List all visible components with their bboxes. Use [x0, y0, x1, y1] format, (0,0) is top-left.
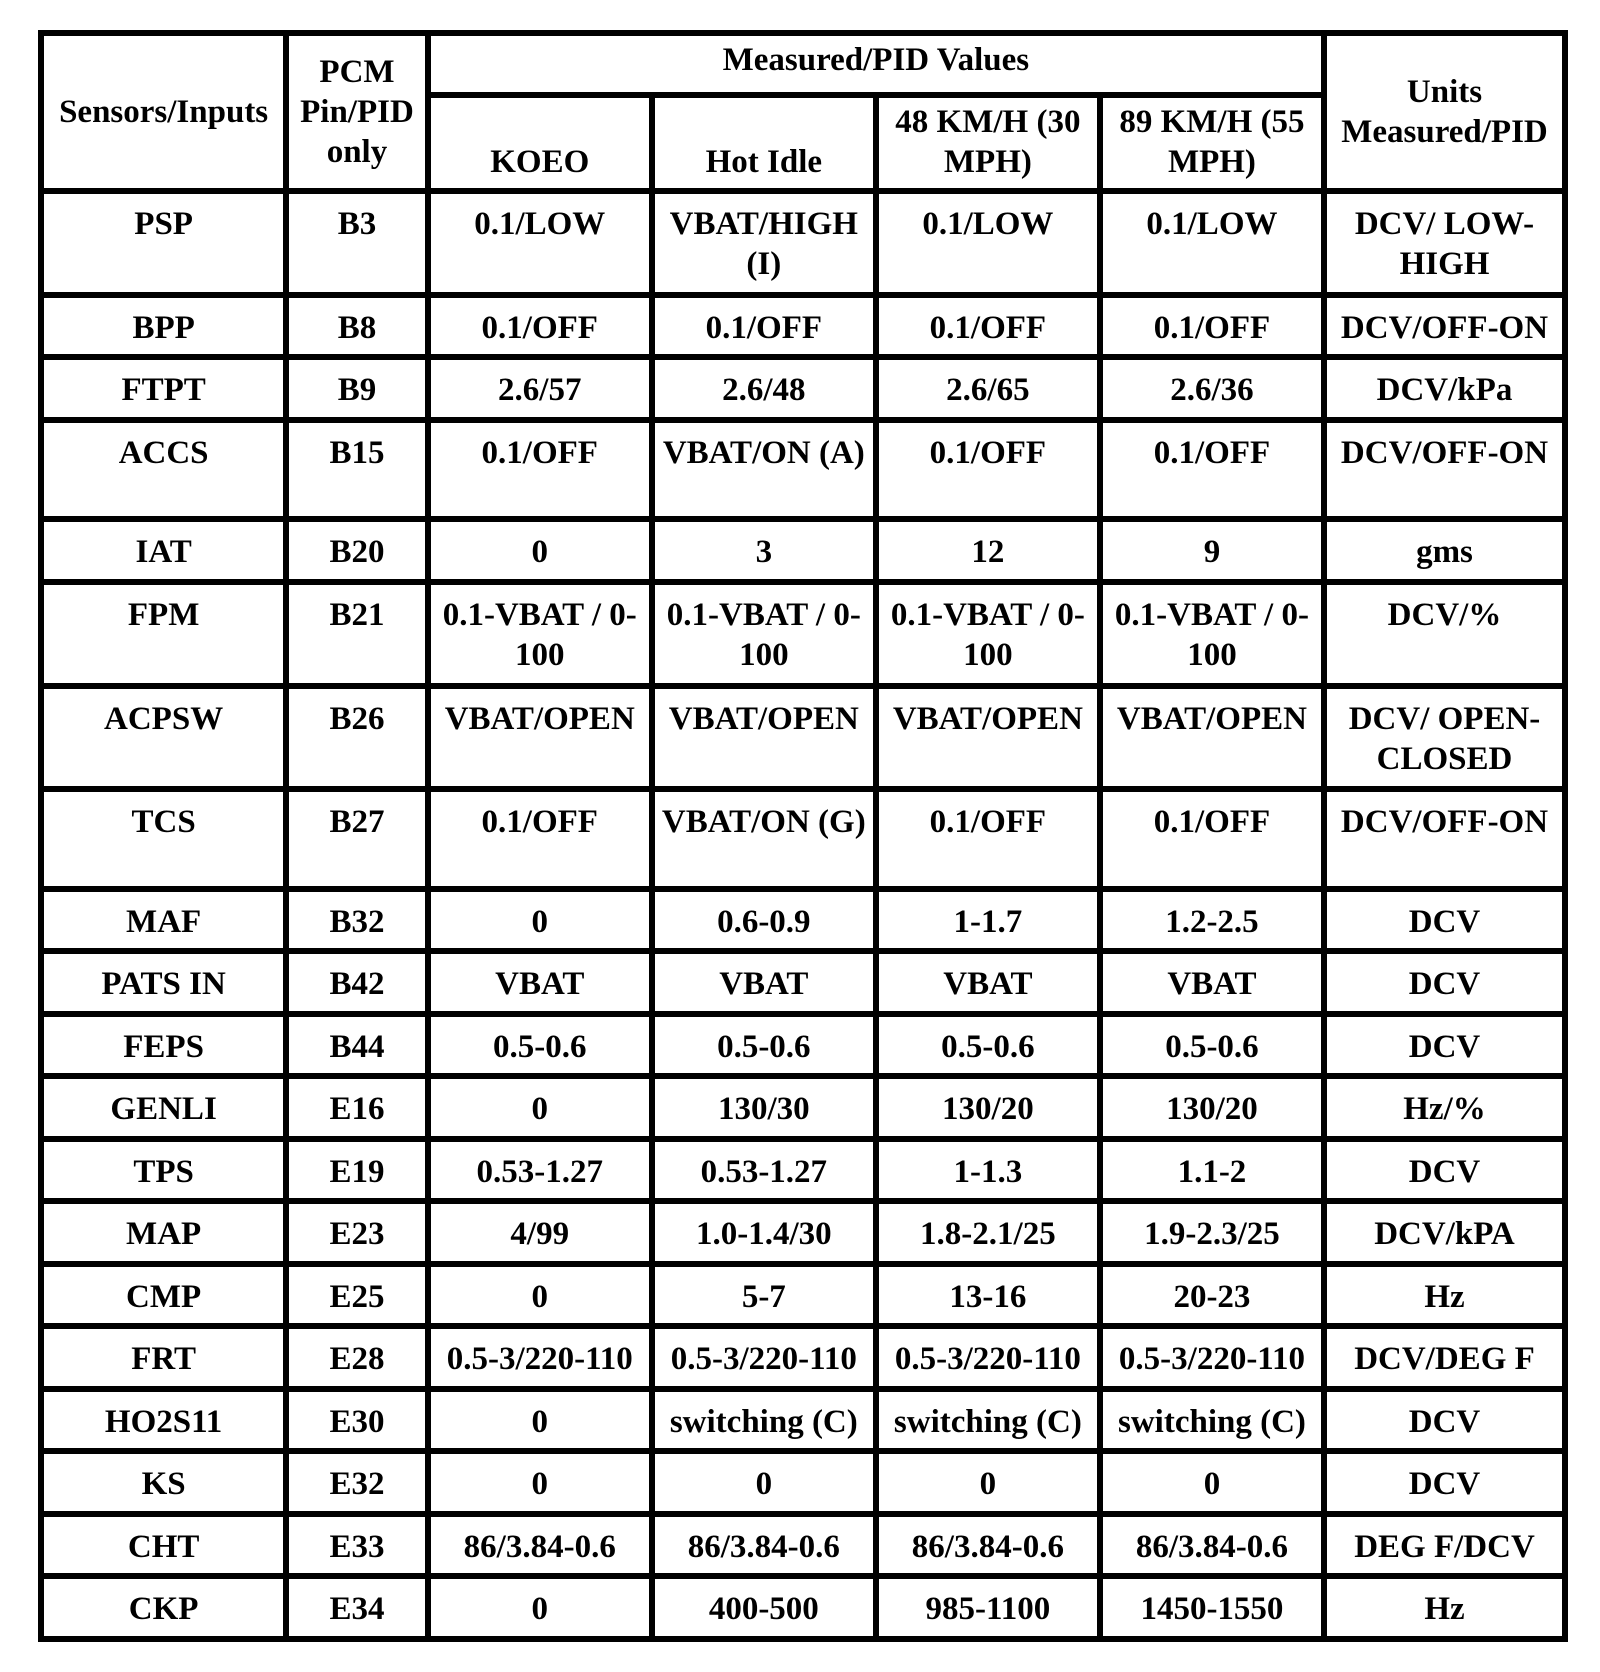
speed-48-cell: switching (C)	[879, 1392, 1097, 1449]
units-cell: DEG F/DCV	[1327, 1517, 1562, 1574]
sensor-cell: KS	[44, 1454, 283, 1511]
pin-cell: E16	[289, 1079, 424, 1136]
table-row	[44, 1204, 1562, 1261]
pin-cell: B21	[289, 585, 424, 683]
speed-89-cell: 20-23	[1103, 1267, 1321, 1324]
table-row	[44, 689, 1562, 787]
header-pin: PCM Pin/PID only	[289, 36, 424, 188]
sensor-cell: PSP	[44, 194, 283, 292]
sensor-cell: BPP	[44, 298, 283, 355]
koeo-cell: VBAT	[431, 954, 649, 1011]
speed-48-cell: 0.1-VBAT / 0-100	[879, 585, 1097, 683]
speed-89-cell: 130/20	[1103, 1079, 1321, 1136]
units-cell: DCV/OFF-ON	[1327, 792, 1562, 885]
units-cell: Hz/%	[1327, 1079, 1562, 1136]
speed-89-cell: VBAT	[1103, 954, 1321, 1011]
hot-idle-cell: 400-500	[655, 1579, 873, 1636]
hot-idle-cell: 0.53-1.27	[655, 1142, 873, 1199]
header-speed-48: 48 KM/H (30 MPH)	[879, 98, 1097, 188]
units-cell: DCV	[1327, 1454, 1562, 1511]
koeo-cell: 0.5-0.6	[431, 1017, 649, 1074]
units-cell: DCV/OFF-ON	[1327, 298, 1562, 355]
speed-89-cell: VBAT/OPEN	[1103, 689, 1321, 787]
pin-cell: B26	[289, 689, 424, 787]
header-units: Units Measured/PID	[1327, 36, 1562, 188]
header-sensors: Sensors/Inputs	[44, 36, 283, 188]
sensor-cell: GENLI	[44, 1079, 283, 1136]
pin-cell: B9	[289, 360, 424, 417]
koeo-cell: 0	[431, 522, 649, 579]
speed-89-cell: 0.1/OFF	[1103, 423, 1321, 516]
hot-idle-cell: 3	[655, 522, 873, 579]
speed-89-cell: 0.1/OFF	[1103, 792, 1321, 885]
koeo-cell: 0.1/OFF	[431, 423, 649, 516]
table-row	[44, 1579, 1562, 1636]
hot-idle-cell: 0.5-3/220-110	[655, 1329, 873, 1386]
sensor-cell: PATS IN	[44, 954, 283, 1011]
speed-48-cell: 13-16	[879, 1267, 1097, 1324]
table-row	[44, 1142, 1562, 1199]
koeo-cell: VBAT/OPEN	[431, 689, 649, 787]
speed-48-cell: 0.1/LOW	[879, 194, 1097, 292]
sensor-cell: ACCS	[44, 423, 283, 516]
header-koeo: KOEO	[431, 98, 649, 188]
units-cell: DCV/OFF-ON	[1327, 423, 1562, 516]
hot-idle-cell: VBAT/ON (A)	[655, 423, 873, 516]
table-row	[44, 892, 1562, 949]
units-cell: DCV/DEG F	[1327, 1329, 1562, 1386]
speed-89-cell: 9	[1103, 522, 1321, 579]
speed-48-cell: VBAT	[879, 954, 1097, 1011]
speed-48-cell: 130/20	[879, 1079, 1097, 1136]
units-cell: gms	[1327, 522, 1562, 579]
units-cell: DCV/ LOW-HIGH	[1327, 194, 1562, 292]
koeo-cell: 0.5-3/220-110	[431, 1329, 649, 1386]
koeo-cell: 0	[431, 1392, 649, 1449]
sensor-cell: MAF	[44, 892, 283, 949]
table-row	[44, 1267, 1562, 1324]
koeo-cell: 2.6/57	[431, 360, 649, 417]
speed-48-cell: 1-1.7	[879, 892, 1097, 949]
hot-idle-cell: VBAT/HIGH (I)	[655, 194, 873, 292]
table-row	[44, 298, 1562, 355]
speed-89-cell: 2.6/36	[1103, 360, 1321, 417]
speed-89-cell: 1.1-2	[1103, 1142, 1321, 1199]
units-cell: Hz	[1327, 1267, 1562, 1324]
pin-cell: B27	[289, 792, 424, 885]
koeo-cell: 0.1-VBAT / 0-100	[431, 585, 649, 683]
speed-89-cell: switching (C)	[1103, 1392, 1321, 1449]
speed-89-cell: 0.1/LOW	[1103, 194, 1321, 292]
sensor-cell: CMP	[44, 1267, 283, 1324]
hot-idle-cell: 2.6/48	[655, 360, 873, 417]
speed-48-cell: 0.5-3/220-110	[879, 1329, 1097, 1386]
units-cell: DCV	[1327, 954, 1562, 1011]
table-row	[44, 1392, 1562, 1449]
speed-48-cell: 0.1/OFF	[879, 423, 1097, 516]
speed-48-cell: 12	[879, 522, 1097, 579]
pin-cell: B3	[289, 194, 424, 292]
speed-48-cell: 0.1/OFF	[879, 298, 1097, 355]
hot-idle-cell: 130/30	[655, 1079, 873, 1136]
speed-48-cell: 1.8-2.1/25	[879, 1204, 1097, 1261]
hot-idle-cell: switching (C)	[655, 1392, 873, 1449]
sensor-cell: MAP	[44, 1204, 283, 1261]
speed-89-cell: 0.5-0.6	[1103, 1017, 1321, 1074]
speed-89-cell: 1.2-2.5	[1103, 892, 1321, 949]
hot-idle-cell: 0.1-VBAT / 0-100	[655, 585, 873, 683]
pin-cell: E19	[289, 1142, 424, 1199]
speed-89-cell: 0.1-VBAT / 0-100	[1103, 585, 1321, 683]
speed-48-cell: 1-1.3	[879, 1142, 1097, 1199]
speed-89-cell: 0.5-3/220-110	[1103, 1329, 1321, 1386]
pin-cell: B44	[289, 1017, 424, 1074]
table-row	[44, 522, 1562, 579]
units-cell: DCV	[1327, 1017, 1562, 1074]
sensor-cell: IAT	[44, 522, 283, 579]
pin-cell: E32	[289, 1454, 424, 1511]
hot-idle-cell: 0.6-0.9	[655, 892, 873, 949]
hot-idle-cell: 0.1/OFF	[655, 298, 873, 355]
koeo-cell: 0	[431, 1579, 649, 1636]
pin-cell: B32	[289, 892, 424, 949]
speed-89-cell: 0.1/OFF	[1103, 298, 1321, 355]
koeo-cell: 86/3.84-0.6	[431, 1517, 649, 1574]
sensor-cell: FRT	[44, 1329, 283, 1386]
table-body	[44, 194, 1562, 1636]
table-row	[44, 954, 1562, 1011]
koeo-cell: 4/99	[431, 1204, 649, 1261]
values-table	[38, 30, 1568, 1642]
koeo-cell: 0	[431, 1267, 649, 1324]
pin-cell: B8	[289, 298, 424, 355]
sensor-cell: FEPS	[44, 1017, 283, 1074]
hot-idle-cell: 0	[655, 1454, 873, 1511]
speed-48-cell: 0.5-0.6	[879, 1017, 1097, 1074]
pin-cell: E25	[289, 1267, 424, 1324]
table-row	[44, 1454, 1562, 1511]
hot-idle-cell: 5-7	[655, 1267, 873, 1324]
table-row	[44, 360, 1562, 417]
speed-48-cell: 985-1100	[879, 1579, 1097, 1636]
hot-idle-cell: 1.0-1.4/30	[655, 1204, 873, 1261]
table-row	[44, 585, 1562, 683]
sensor-cell: CKP	[44, 1579, 283, 1636]
table-row	[44, 792, 1562, 885]
koeo-cell: 0.1/OFF	[431, 298, 649, 355]
pin-cell: B42	[289, 954, 424, 1011]
units-cell: DCV	[1327, 1392, 1562, 1449]
koeo-cell: 0.1/OFF	[431, 792, 649, 885]
table-row	[44, 194, 1562, 292]
speed-48-cell: 0	[879, 1454, 1097, 1511]
units-cell: DCV/%	[1327, 585, 1562, 683]
sensor-cell: FPM	[44, 585, 283, 683]
sensor-cell: TPS	[44, 1142, 283, 1199]
sensor-cell: CHT	[44, 1517, 283, 1574]
units-cell: Hz	[1327, 1579, 1562, 1636]
speed-48-cell: 2.6/65	[879, 360, 1097, 417]
hot-idle-cell: VBAT/ON (G)	[655, 792, 873, 885]
units-cell: DCV/ OPEN-CLOSED	[1327, 689, 1562, 787]
speed-89-cell: 0	[1103, 1454, 1321, 1511]
pin-cell: E33	[289, 1517, 424, 1574]
table-row	[44, 1017, 1562, 1074]
pin-cell: E34	[289, 1579, 424, 1636]
units-cell: DCV	[1327, 892, 1562, 949]
speed-48-cell: VBAT/OPEN	[879, 689, 1097, 787]
units-cell: DCV/kPA	[1327, 1204, 1562, 1261]
speed-89-cell: 1.9-2.3/25	[1103, 1204, 1321, 1261]
table-row	[44, 1517, 1562, 1574]
sensor-cell: HO2S11	[44, 1392, 283, 1449]
pin-cell: B15	[289, 423, 424, 516]
header-speed-89: 89 KM/H (55 MPH)	[1103, 98, 1321, 188]
pin-cell: E30	[289, 1392, 424, 1449]
pin-cell: E23	[289, 1204, 424, 1261]
speed-89-cell: 1450-1550	[1103, 1579, 1321, 1636]
units-cell: DCV/kPa	[1327, 360, 1562, 417]
speed-48-cell: 0.1/OFF	[879, 792, 1097, 885]
sensor-values-table	[38, 30, 1568, 1642]
header-measured-group: Measured/PID Values	[431, 36, 1321, 92]
koeo-cell: 0	[431, 1454, 649, 1511]
hot-idle-cell: 86/3.84-0.6	[655, 1517, 873, 1574]
table-row	[44, 1329, 1562, 1386]
sensor-cell: TCS	[44, 792, 283, 885]
hot-idle-cell: VBAT/OPEN	[655, 689, 873, 787]
table-row	[44, 1079, 1562, 1136]
hot-idle-cell: VBAT	[655, 954, 873, 1011]
table-row	[44, 423, 1562, 516]
header-hot-idle: Hot Idle	[655, 98, 873, 188]
koeo-cell: 0.53-1.27	[431, 1142, 649, 1199]
koeo-cell: 0.1/LOW	[431, 194, 649, 292]
units-cell: DCV	[1327, 1142, 1562, 1199]
sensor-cell: ACPSW	[44, 689, 283, 787]
hot-idle-cell: 0.5-0.6	[655, 1017, 873, 1074]
sensor-cell: FTPT	[44, 360, 283, 417]
koeo-cell: 0	[431, 892, 649, 949]
speed-89-cell: 86/3.84-0.6	[1103, 1517, 1321, 1574]
speed-48-cell: 86/3.84-0.6	[879, 1517, 1097, 1574]
koeo-cell: 0	[431, 1079, 649, 1136]
pin-cell: E28	[289, 1329, 424, 1386]
pin-cell: B20	[289, 522, 424, 579]
